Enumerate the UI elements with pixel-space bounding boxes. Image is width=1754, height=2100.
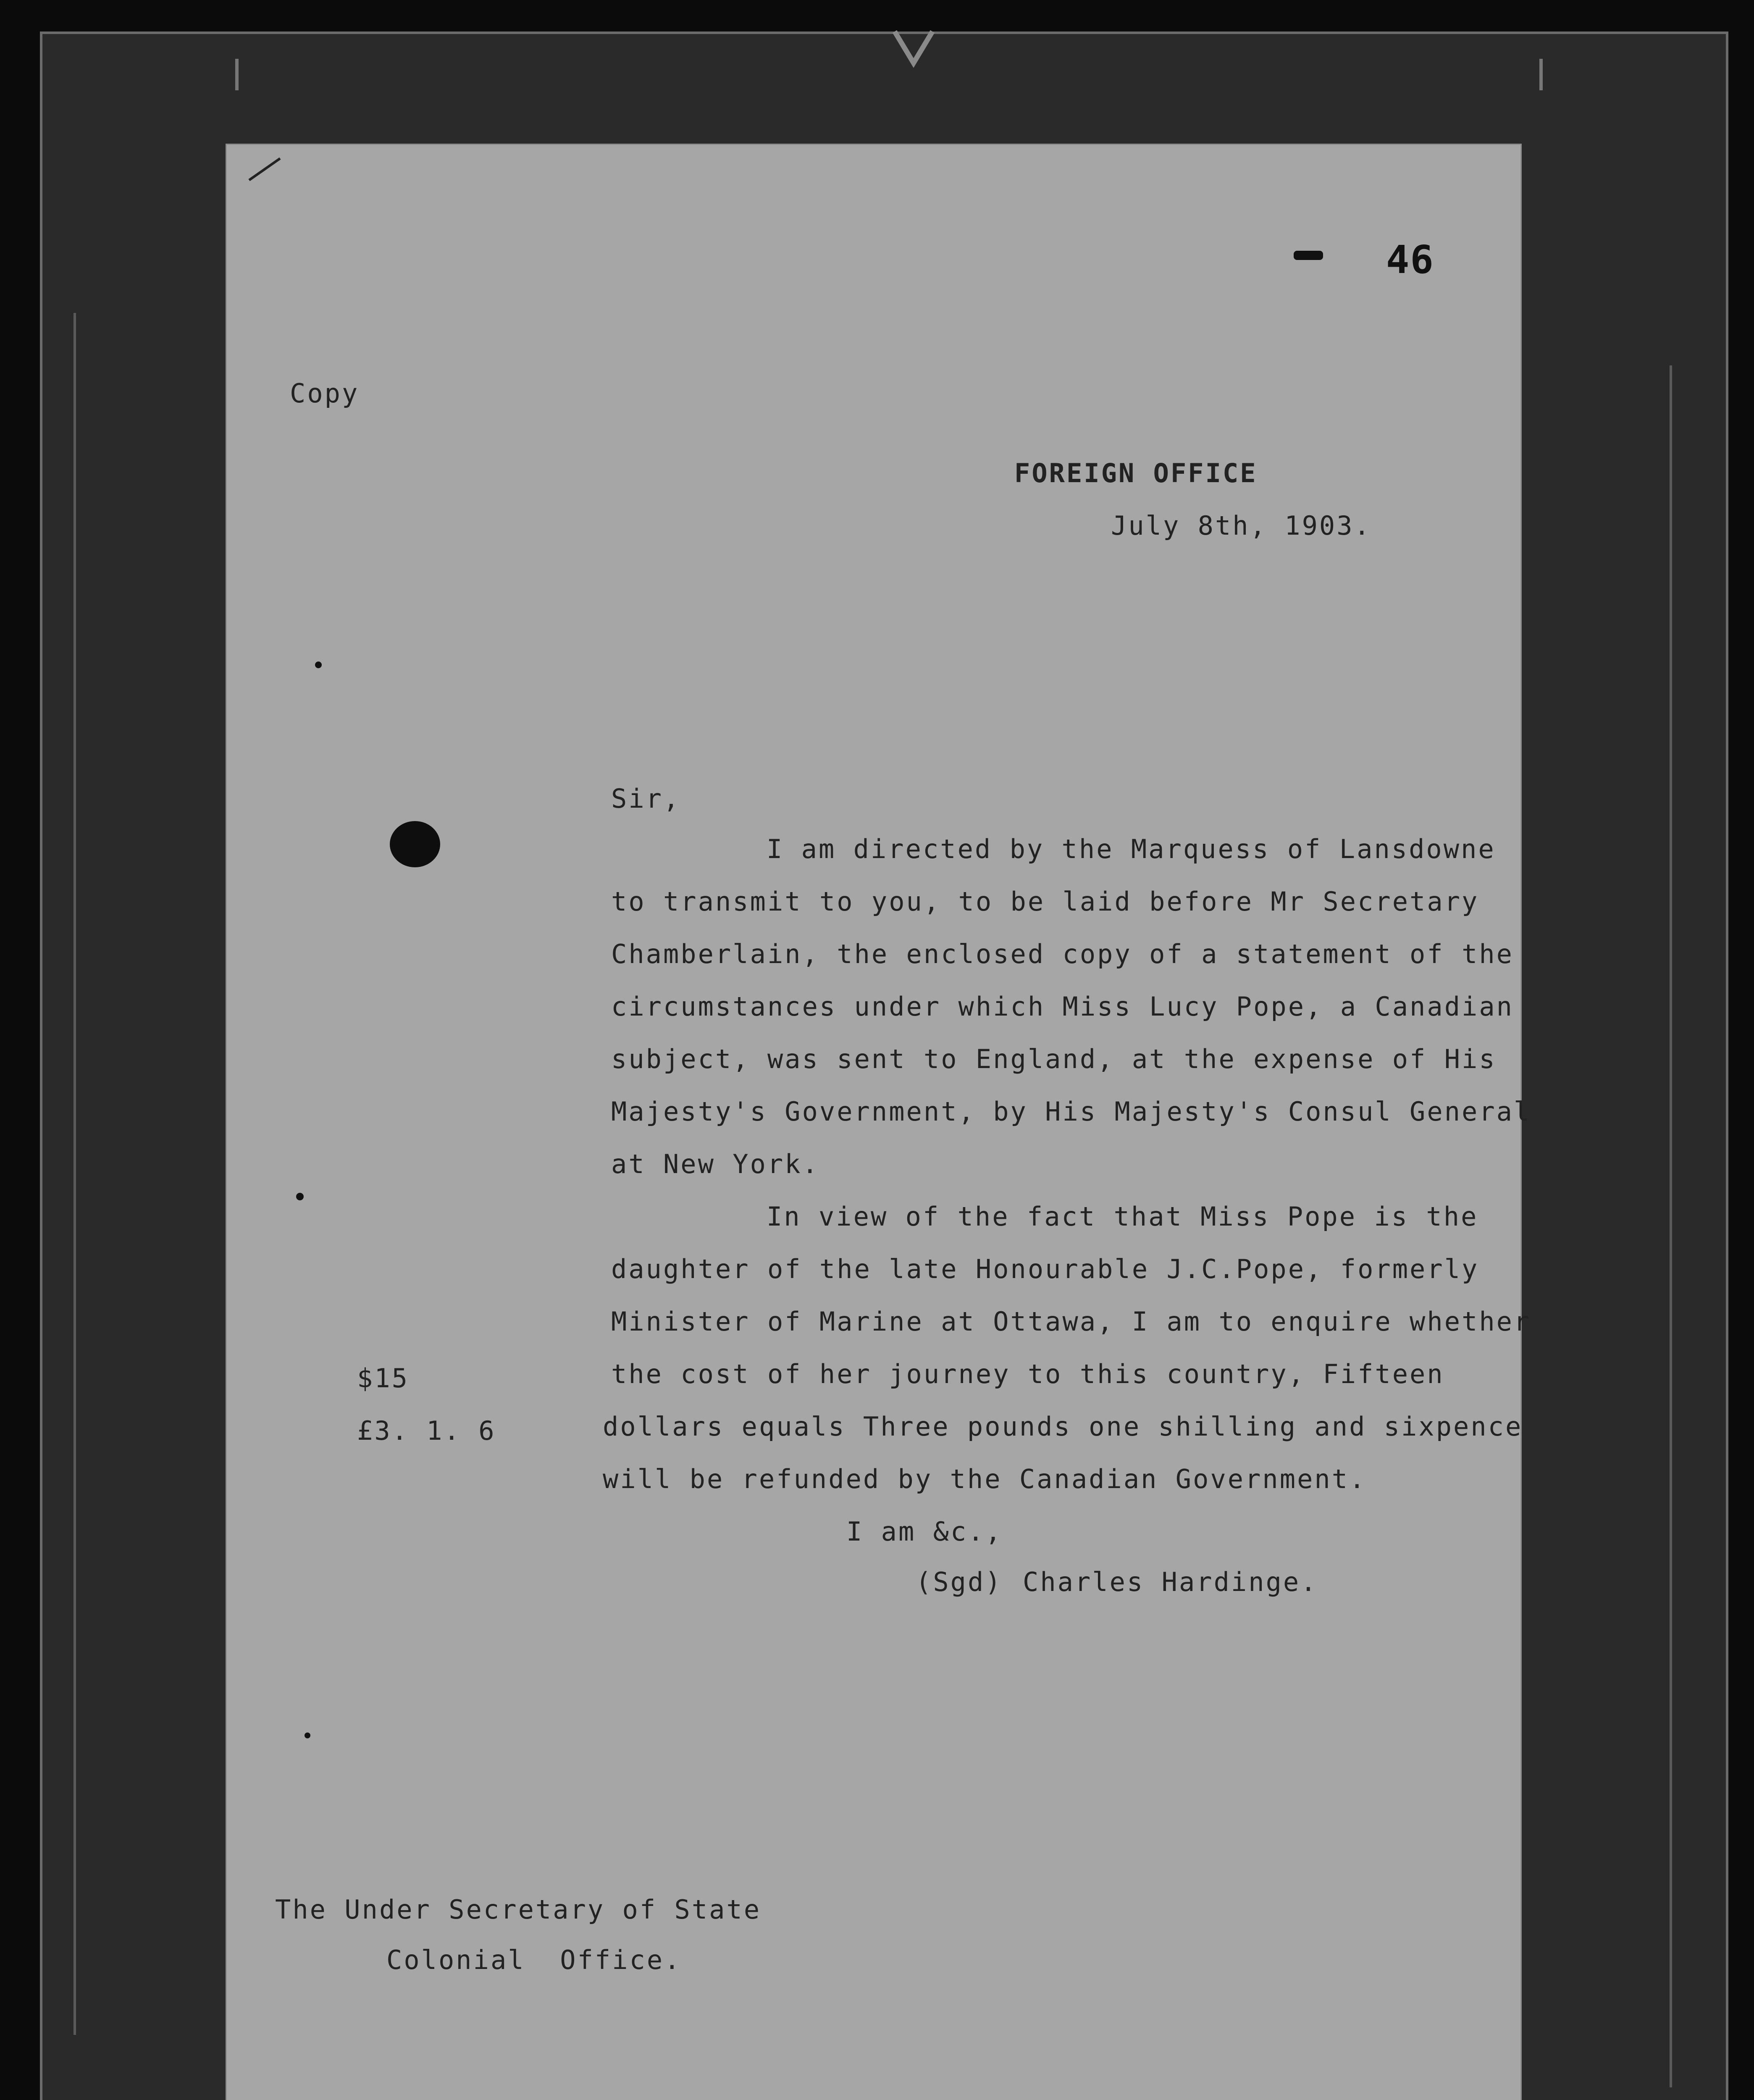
body-line: subject, was sent to England, at the expense of His [611, 1044, 1497, 1074]
ink-speck [296, 1193, 304, 1200]
film-mark-left [235, 59, 239, 90]
margin-note-pounds: £3. 1. 6 [357, 1415, 496, 1446]
body-line: dollars equals Three pounds one shilling and sixpence [603, 1411, 1523, 1442]
body-line: I am directed by the Marquess of Lansdowne [767, 834, 1496, 864]
film-mark-right [1539, 59, 1543, 90]
body-line: the cost of her journey to this country, Fifteen [611, 1359, 1444, 1389]
copy-label: Copy [290, 378, 360, 409]
body-line: to transmit to you, to be laid before Mr Secretary [611, 886, 1479, 917]
signature: Charles Hardinge. [1023, 1567, 1318, 1597]
body-line: circumstances under which Miss Lucy Pope, a Canadian [611, 991, 1514, 1022]
chevron-down-icon [890, 25, 937, 71]
sender-heading: FOREIGN OFFICE [1014, 458, 1258, 488]
punch-hole [390, 821, 440, 867]
film-edge-right [1670, 365, 1672, 2087]
letter-page [227, 145, 1531, 2100]
margin-note-dollars: $15 [357, 1363, 409, 1394]
ink-speck [315, 662, 322, 668]
film-edge-left [74, 313, 76, 2035]
page-number: 46 [1386, 237, 1434, 282]
body-line: In view of the fact that Miss Pope is the [767, 1201, 1478, 1232]
body-line: Majesty's Government, by His Majesty's Consul General [611, 1096, 1531, 1127]
ink-mark [1294, 251, 1323, 260]
addressee-line: Colonial Office. [386, 1945, 682, 1975]
letter-date: July 8th, 1903. [1111, 510, 1371, 541]
body-line: Chamberlain, the enclosed copy of a statement of the [611, 939, 1514, 969]
salutation: Sir, [611, 783, 681, 814]
closing: I am &c., [846, 1516, 1003, 1547]
body-line: at New York. [611, 1149, 819, 1179]
body-line: daughter of the late Honourable J.C.Pope, formerly [611, 1254, 1479, 1284]
body-line: Minister of Marine at Ottawa, I am to enquire whether [611, 1306, 1531, 1337]
ink-speck [305, 1732, 310, 1738]
addressee-line: The Under Secretary of State [275, 1894, 761, 1925]
pencil-tick [248, 158, 281, 181]
body-line: will be refunded by the Canadian Government. [603, 1464, 1367, 1494]
signature-prefix: (Sgd) [916, 1567, 1003, 1597]
